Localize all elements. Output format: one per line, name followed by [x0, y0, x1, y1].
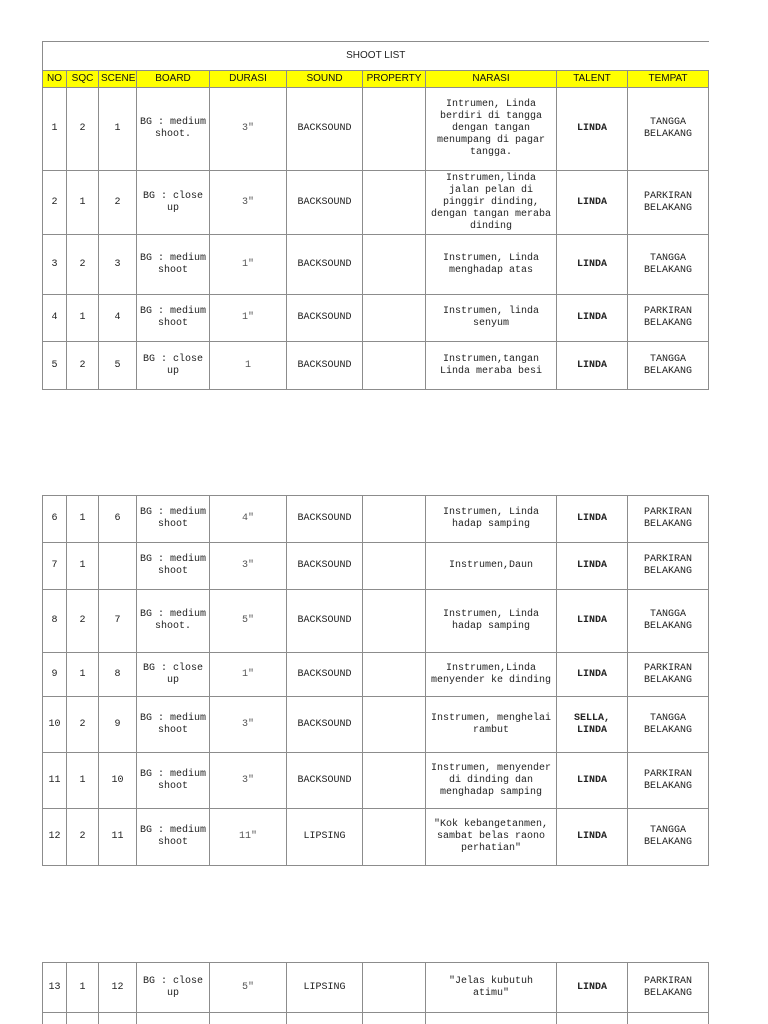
cell-talent: LINDA — [557, 963, 628, 1013]
cell-durasi: 1" — [210, 295, 287, 342]
cell-scene: 1 — [99, 88, 137, 171]
cell-talent: LINDA — [557, 753, 628, 809]
cell-sqc: 1 — [67, 963, 99, 1013]
cell-property — [363, 697, 426, 753]
header-tempat: TEMPAT — [628, 71, 709, 88]
table-row — [43, 809, 709, 866]
cell-property — [363, 295, 426, 342]
table-row — [43, 342, 709, 390]
cell-tempat: PARKIRAN BELAKANG — [628, 496, 709, 543]
cell-board: BG : medium shoot — [137, 753, 210, 809]
cell-property — [363, 543, 426, 590]
next-row-partial — [42, 1012, 709, 1024]
cell-board: BG : close up — [137, 342, 210, 390]
cell-tempat: TANGGA BELAKANG — [628, 590, 709, 653]
cell-scene: 8 — [99, 653, 137, 697]
cell-durasi: 3" — [210, 753, 287, 809]
cell-sound: LIPSING — [287, 809, 363, 866]
cell-tempat: TANGGA BELAKANG — [628, 342, 709, 390]
cell-talent: LINDA — [557, 235, 628, 295]
cell-no: 6 — [43, 496, 67, 543]
shoot-list-table-page-3 — [42, 962, 709, 1013]
cell-tempat: PARKIRAN BELAKANG — [628, 753, 709, 809]
cell-narasi: Intrumen, Linda berdiri di tangga dengan tangan menumpang di pagar tangga. — [426, 88, 557, 171]
cell-sqc: 1 — [67, 295, 99, 342]
cell-property — [363, 809, 426, 866]
cell-talent: LINDA — [557, 590, 628, 653]
table-row — [43, 697, 709, 753]
header-no: NO — [43, 71, 67, 88]
cell-talent: LINDA — [557, 809, 628, 866]
cell-scene: 2 — [99, 171, 137, 235]
cell-property — [363, 753, 426, 809]
cell-sqc: 1 — [67, 543, 99, 590]
cell-tempat: PARKIRAN BELAKANG — [628, 543, 709, 590]
header-sqc: SQC — [67, 71, 99, 88]
cell-talent: LINDA — [557, 653, 628, 697]
table-row — [43, 543, 709, 590]
cell-tempat: PARKIRAN BELAKANG — [628, 171, 709, 235]
cell-sound: LIPSING — [287, 963, 363, 1013]
header-sound: SOUND — [287, 71, 363, 88]
cell-no: 10 — [43, 697, 67, 753]
cell-narasi: Instrumen,Daun — [426, 543, 557, 590]
cell-durasi: 3" — [210, 543, 287, 590]
cell-board: BG : medium shoot — [137, 543, 210, 590]
cell-scene: 4 — [99, 295, 137, 342]
cell-board: BG : medium shoot — [137, 295, 210, 342]
cell-scene — [99, 543, 137, 590]
cell-no: 11 — [43, 753, 67, 809]
cell-no: 4 — [43, 295, 67, 342]
header-scene: SCENE — [99, 71, 137, 88]
header-narasi: NARASI — [426, 71, 557, 88]
cell-no: 1 — [43, 88, 67, 171]
table-row — [43, 963, 709, 1013]
cell-sound: BACKSOUND — [287, 653, 363, 697]
cell-sqc: 1 — [67, 496, 99, 543]
cell-sound: BACKSOUND — [287, 295, 363, 342]
cell-talent: LINDA — [557, 171, 628, 235]
cell-narasi: Instrumen, menyender di dinding dan menghadap samping — [426, 753, 557, 809]
cell-scene: 6 — [99, 496, 137, 543]
header-board: BOARD — [137, 71, 210, 88]
cell-sound: BACKSOUND — [287, 235, 363, 295]
cell-tempat: PARKIRAN BELAKANG — [628, 653, 709, 697]
cell-board: BG : close up — [137, 963, 210, 1013]
cell-board: BG : medium shoot — [137, 809, 210, 866]
cell-sound: BACKSOUND — [287, 697, 363, 753]
cell-scene: 7 — [99, 590, 137, 653]
cell-sound: BACKSOUND — [287, 171, 363, 235]
cell-sqc: 1 — [67, 653, 99, 697]
cell-no: 9 — [43, 653, 67, 697]
cell-narasi: "Jelas kubutuh atimu" — [426, 963, 557, 1013]
cell-sound: BACKSOUND — [287, 342, 363, 390]
cell-talent: LINDA — [557, 543, 628, 590]
cell-sqc: 2 — [67, 809, 99, 866]
table-row — [43, 88, 709, 171]
cell-board: BG : medium shoot. — [137, 88, 210, 171]
cell-scene: 9 — [99, 697, 137, 753]
page-title: SHOOT LIST — [43, 42, 709, 71]
cell-no: 3 — [43, 235, 67, 295]
cell-talent: LINDA — [557, 496, 628, 543]
cell-no: 2 — [43, 171, 67, 235]
cell-no: 7 — [43, 543, 67, 590]
cell-narasi: "Kok kebangetanmen, sambat belas raono perhatian" — [426, 809, 557, 866]
cell-no: 5 — [43, 342, 67, 390]
cell-durasi: 3" — [210, 88, 287, 171]
cell-durasi: 1" — [210, 235, 287, 295]
cell-durasi: 4" — [210, 496, 287, 543]
table-row — [43, 496, 709, 543]
cell-talent: LINDA — [557, 295, 628, 342]
cell-sound: BACKSOUND — [287, 543, 363, 590]
cell-board: BG : medium shoot. — [137, 590, 210, 653]
cell-narasi: Instrumen, Linda hadap samping — [426, 496, 557, 543]
cell-talent: LINDA — [557, 88, 628, 171]
cell-sqc: 1 — [67, 753, 99, 809]
header-property: PROPERTY — [363, 71, 426, 88]
cell-durasi: 3" — [210, 697, 287, 753]
cell-durasi: 1" — [210, 653, 287, 697]
cell-narasi: Instrumen, Linda menghadap atas — [426, 235, 557, 295]
cell-sound: BACKSOUND — [287, 88, 363, 171]
cell-board: BG : medium shoot — [137, 235, 210, 295]
header-durasi: DURASI — [210, 71, 287, 88]
cell-narasi: Instrumen,tangan Linda meraba besi — [426, 342, 557, 390]
cell-talent: LINDA — [557, 342, 628, 390]
cell-sqc: 2 — [67, 697, 99, 753]
cell-sound: BACKSOUND — [287, 590, 363, 653]
cell-property — [363, 963, 426, 1013]
header-talent: TALENT — [557, 71, 628, 88]
cell-board: BG : close up — [137, 653, 210, 697]
cell-tempat: TANGGA BELAKANG — [628, 88, 709, 171]
cell-sqc: 2 — [67, 88, 99, 171]
cell-property — [363, 235, 426, 295]
cell-board: BG : close up — [137, 171, 210, 235]
cell-tempat: PARKIRAN BELAKANG — [628, 295, 709, 342]
cell-durasi: 11" — [210, 809, 287, 866]
cell-scene: 3 — [99, 235, 137, 295]
cell-tempat: PARKIRAN BELAKANG — [628, 963, 709, 1013]
cell-sound: BACKSOUND — [287, 753, 363, 809]
cell-talent: SELLA, LINDA — [557, 697, 628, 753]
cell-property — [363, 496, 426, 543]
table-row — [43, 753, 709, 809]
cell-scene: 10 — [99, 753, 137, 809]
cell-narasi: Instrumen,Linda menyender ke dinding — [426, 653, 557, 697]
cell-no: 12 — [43, 809, 67, 866]
cell-no: 8 — [43, 590, 67, 653]
cell-property — [363, 653, 426, 697]
cell-durasi: 1 — [210, 342, 287, 390]
cell-property — [363, 590, 426, 653]
cell-sqc: 2 — [67, 342, 99, 390]
cell-board: BG : medium shoot — [137, 496, 210, 543]
cell-property — [363, 88, 426, 171]
table-row — [43, 590, 709, 653]
cell-sqc: 2 — [67, 590, 99, 653]
cell-no: 13 — [43, 963, 67, 1013]
header-row — [43, 71, 709, 88]
cell-narasi: Instrumen,linda jalan pelan di pinggir dinding, dengan tangan meraba dinding — [426, 171, 557, 235]
shoot-list-table-page-2 — [42, 495, 709, 866]
cell-sqc: 2 — [67, 235, 99, 295]
cell-narasi: Instrumen, menghelai rambut — [426, 697, 557, 753]
cell-property — [363, 171, 426, 235]
shoot-list-table-page-1 — [42, 41, 709, 390]
cell-durasi: 3" — [210, 171, 287, 235]
table-row — [43, 653, 709, 697]
cell-tempat: TANGGA BELAKANG — [628, 809, 709, 866]
table-row — [43, 171, 709, 235]
cell-narasi: Instrumen, linda senyum — [426, 295, 557, 342]
cell-durasi: 5" — [210, 963, 287, 1013]
cell-scene: 11 — [99, 809, 137, 866]
cell-property — [363, 342, 426, 390]
cell-board: BG : medium shoot — [137, 697, 210, 753]
table-row — [43, 295, 709, 342]
cell-scene: 12 — [99, 963, 137, 1013]
cell-durasi: 5" — [210, 590, 287, 653]
table-row — [43, 235, 709, 295]
cell-tempat: TANGGA BELAKANG — [628, 697, 709, 753]
cell-sound: BACKSOUND — [287, 496, 363, 543]
cell-tempat: TANGGA BELAKANG — [628, 235, 709, 295]
cell-narasi: Instrumen, Linda hadap samping — [426, 590, 557, 653]
cell-scene: 5 — [99, 342, 137, 390]
cell-sqc: 1 — [67, 171, 99, 235]
